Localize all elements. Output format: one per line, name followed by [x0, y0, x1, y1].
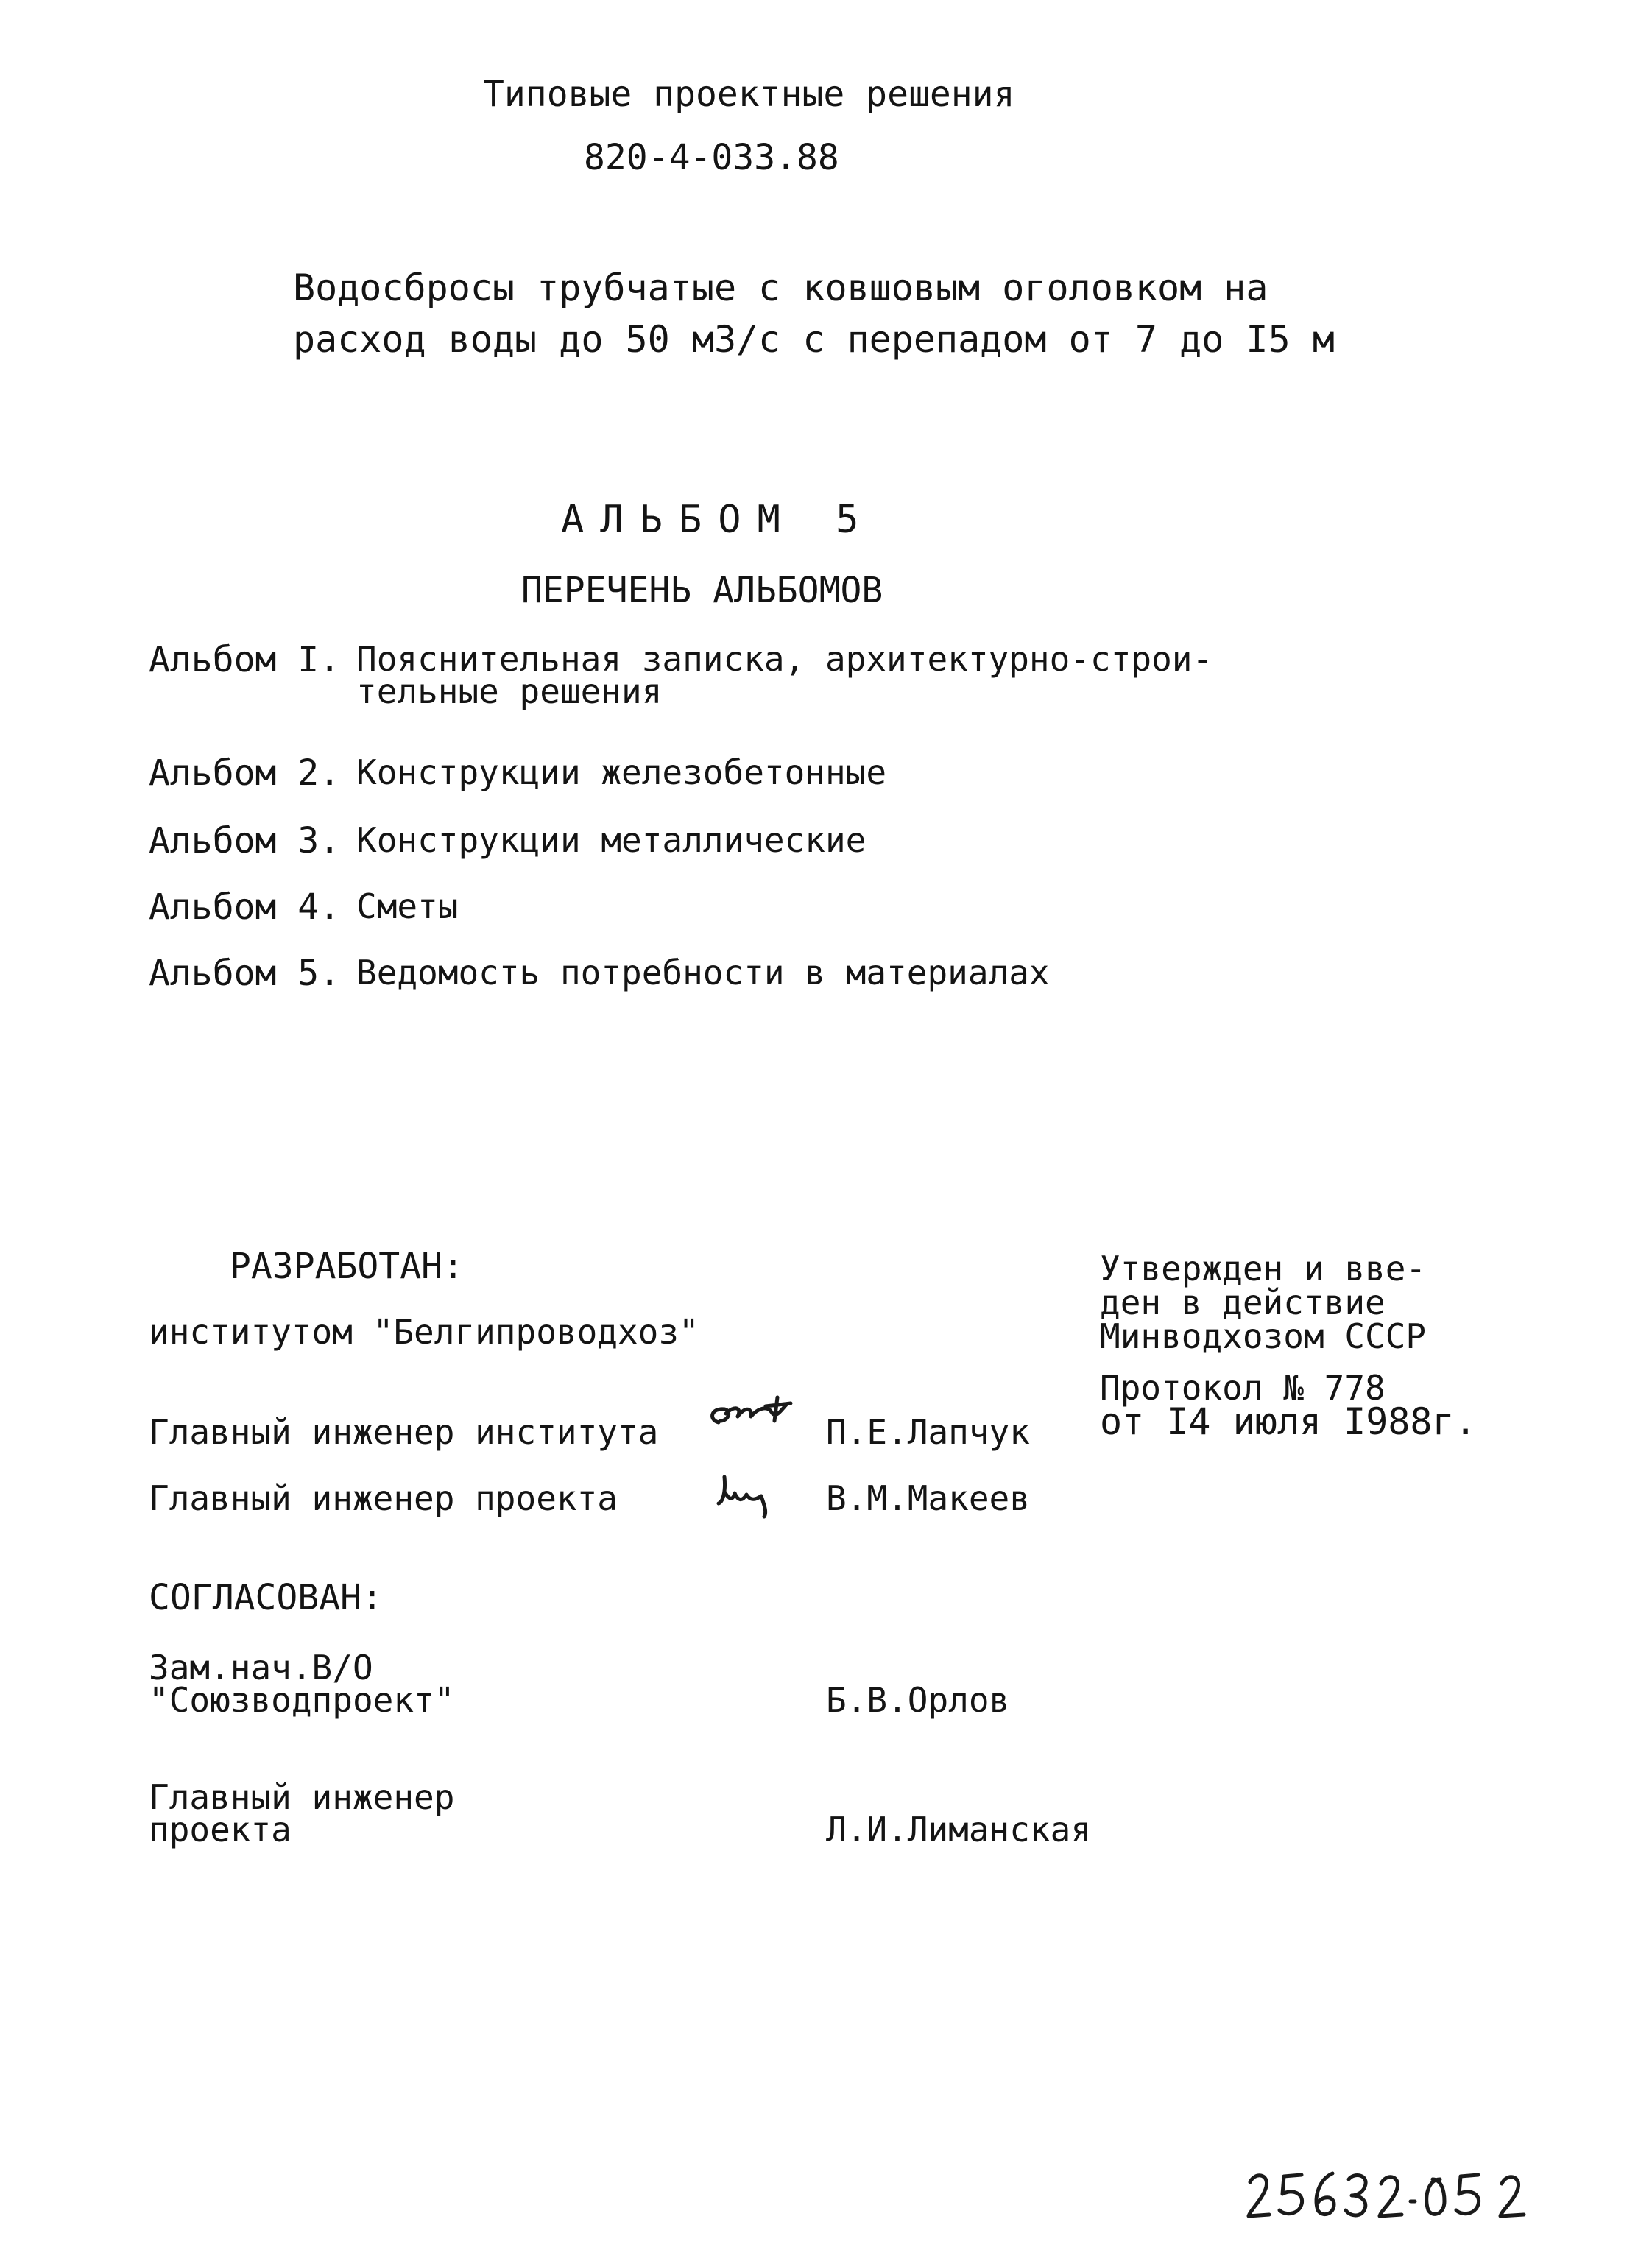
- album-item-label: Альбом 4.: [149, 886, 341, 928]
- album-item-title: Сметы: [356, 886, 459, 926]
- developed-heading: РАЗРАБОТАН:: [230, 1246, 464, 1287]
- deputy-name: Б.В.Орлов: [826, 1680, 1010, 1720]
- developer-institute: институтом "Белгипроводхоз": [149, 1312, 699, 1352]
- approved-line-2: ден в действие: [1100, 1283, 1386, 1322]
- agreed-heading: СОГЛАСОВАН:: [149, 1577, 383, 1618]
- handwritten-inventory-number: [1244, 2157, 1539, 2231]
- album-item-label: Альбом 3.: [149, 820, 341, 861]
- chief-engineer-institute-role: Главный инженер института: [149, 1412, 659, 1452]
- document-series-title: Типовые проектные решения: [483, 74, 1015, 115]
- subject-line-1: Водосбросы трубчатые с ковшовым оголовком на: [293, 267, 1268, 309]
- approved-line-1: Утвержден и вве-: [1100, 1249, 1427, 1288]
- album-item-title: Пояснительная записка, архитектурно-строи-: [356, 639, 1213, 679]
- deputy-role-line-2: "Союзводпроект": [149, 1680, 455, 1720]
- album-item-label: Альбом 5.: [149, 953, 341, 994]
- signature-lapchuk: [704, 1391, 814, 1436]
- deputy-role-line-1: Зам.нач.В/О: [149, 1648, 373, 1687]
- agreed-chief-engineer-role-line-1: Главный инженер: [149, 1777, 455, 1817]
- chief-engineer-project-name: В.М.Макеев: [826, 1478, 1030, 1518]
- chief-engineer-project-role: Главный инженер проекта: [149, 1478, 618, 1518]
- subject-line-2: расход воды до 50 м3/с с перепадом от 7 до I5 м: [293, 318, 1335, 361]
- album-item-title: Ведомость потребности в материалах: [356, 953, 1050, 992]
- chief-engineer-institute-name: П.Е.Лапчук: [826, 1412, 1030, 1452]
- album-item-label: Альбом 2.: [149, 752, 341, 794]
- album-item-label: Альбом I.: [149, 639, 341, 680]
- protocol-line-1: Протокол № 778: [1100, 1368, 1386, 1408]
- agreed-chief-engineer-name: Л.И.Лиманская: [826, 1810, 1092, 1849]
- agreed-chief-engineer-role-line-2: проекта: [149, 1810, 292, 1849]
- album-item-title: Конструкции железобетонные: [356, 752, 887, 792]
- album-list-heading: ПЕРЕЧЕНЬ АЛЬБОМОВ: [521, 570, 883, 611]
- album-item-title: Конструкции металлические: [356, 820, 866, 860]
- approved-line-3: Минводхозом СССР: [1100, 1316, 1427, 1356]
- album-item-title-continued: тельные решения: [356, 671, 663, 711]
- signature-makeev: [708, 1470, 789, 1521]
- document-code: 820-4-033.88: [584, 137, 839, 178]
- album-heading: АЛЬБОМ 5: [561, 498, 875, 542]
- protocol-line-2: от I4 июля I988г.: [1100, 1400, 1477, 1443]
